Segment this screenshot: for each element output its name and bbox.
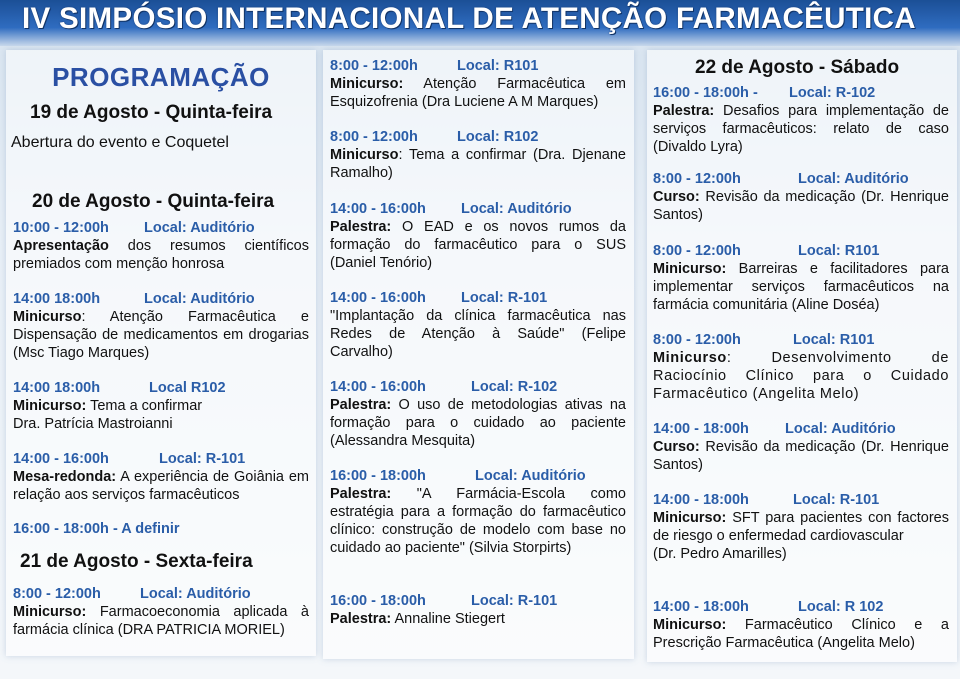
session-type: Minicurso <box>330 147 399 163</box>
session-type: Palestra: <box>330 486 392 502</box>
session-location: Local: Auditório <box>475 468 586 484</box>
session-location: Local: R101 <box>793 332 875 348</box>
session-block <box>330 289 626 361</box>
session-time: 14:00 18:00h <box>13 291 101 307</box>
session-time: 8:00 - 12:00h <box>653 332 741 348</box>
day-heading-19: 19 de Agosto - Quinta-feira <box>30 102 273 123</box>
session-location: Local: R-102 <box>789 85 876 101</box>
title-banner <box>0 0 960 46</box>
session-type: Minicurso <box>653 350 727 366</box>
session-block <box>330 592 626 628</box>
session-speaker: Dra. Patrícia Mastroianni <box>13 416 173 432</box>
session-description: dos resumos científicos premiados com menção honrosa <box>13 238 309 272</box>
session-location: Local R102 <box>149 380 226 396</box>
session-block <box>13 290 309 362</box>
session-description: O uso de metodologias ativas na formação para o cuidado ao paciente (Alessandra Mesquita) <box>330 397 626 449</box>
schedule-column-3 <box>647 50 957 662</box>
session-location: Local: Auditório <box>140 586 251 602</box>
session-description: Barreiras e facilitadores para implementar serviços farmacêuticos na farmácia comunitária (Aline Doséa) <box>653 261 949 313</box>
session-type: Minicurso: <box>330 76 404 92</box>
session-time: 14:00 18:00h <box>13 380 101 396</box>
session-block <box>13 585 309 639</box>
session-time: 8:00 - 12:00h <box>653 243 741 259</box>
session-block <box>653 491 949 563</box>
session-location: Local: Auditório <box>785 421 896 437</box>
programacao-heading: PROGRAMAÇÃO <box>52 62 270 92</box>
session-type: Apresentação <box>13 238 109 254</box>
session-block <box>330 200 626 272</box>
session-description: Revisão da medicação (Dr. Henrique Santos) <box>653 439 949 473</box>
session-time: 14:00 - 18:00h <box>653 421 749 437</box>
session-location: Local: Auditório <box>144 220 255 236</box>
event-title: IV SIMPÓSIO INTERNACIONAL DE ATENÇÃO FARMACÊUTICA <box>22 2 916 35</box>
session-location: Local: R-101 <box>793 492 880 508</box>
session-description: A experiência de Goiânia em relação aos serviços farmacêuticos <box>13 469 309 503</box>
session-time: 14:00 - 16:00h <box>330 379 426 395</box>
opening-text: Abertura do evento e Coquetel <box>11 134 229 151</box>
session-block <box>13 379 309 433</box>
session-time: 16:00 - 18:00h <box>330 593 426 609</box>
session-type: Palestra: <box>330 219 392 235</box>
session-block <box>330 128 626 182</box>
session-location: Local: R-102 <box>471 379 558 395</box>
session-description: O EAD e os novos rumos da formação do farmacêutico para o SUS (Daniel Tenório) <box>330 219 626 271</box>
session-block <box>653 242 949 314</box>
session-block <box>653 331 949 403</box>
session-time: 14:00 - 18:00h <box>653 599 749 615</box>
schedule-column-2 <box>323 50 634 659</box>
session-description: : Atenção Farmacêutica e Dispensação de medicamentos em drogarias (Msc Tiago Marques) <box>13 309 309 361</box>
session-time: 16:00 - 18:00h <box>330 468 426 484</box>
session-type: Minicurso: <box>653 617 727 633</box>
session-description: Farmacêutico Clínico e a Prescrição Farmacêutica (Angelita Melo) <box>653 617 949 651</box>
session-speaker: (Dr. Pedro Amarilles) <box>653 546 787 562</box>
session-tbd: 16:00 - 18:00h - A definir <box>13 521 180 537</box>
session-time: 8:00 - 12:00h <box>653 171 741 187</box>
session-type: Palestra: <box>653 103 715 119</box>
session-description: Desafios para implementação de serviços farmacêuticos: relato de caso (Divaldo Lyra) <box>653 103 949 155</box>
session-block <box>13 450 309 504</box>
session-type: Palestra: <box>330 611 392 627</box>
session-time: 8:00 - 12:00h <box>330 129 418 145</box>
day-heading-21: 21 de Agosto - Sexta-feira <box>20 551 253 572</box>
session-time: 10:00 - 12:00h <box>13 220 109 236</box>
session-type: Minicurso: <box>653 510 727 526</box>
session-time: 14:00 - 18:00h <box>653 492 749 508</box>
session-time: 8:00 - 12:00h <box>13 586 101 602</box>
session-block <box>653 420 949 474</box>
session-block <box>330 467 626 557</box>
session-type: Curso: <box>653 189 700 205</box>
session-time: 14:00 - 16:00h <box>13 451 109 467</box>
day-heading-20: 20 de Agosto - Quinta-feira <box>32 191 275 212</box>
session-block <box>330 378 626 450</box>
session-description: "A Farmácia-Escola como estratégia para a formação do farmacêutico clínico: construção de modelo com base no cuidado ao paciente" (Silvia Storpirts) <box>330 486 626 556</box>
session-description: Annaline Stiegert <box>391 611 505 627</box>
session-block <box>330 57 626 111</box>
session-location: Local: Auditório <box>798 171 909 187</box>
session-type: Palestra: <box>330 397 392 413</box>
session-type: Minicurso: <box>653 261 727 277</box>
session-type: Minicurso: <box>13 398 87 414</box>
session-location: Local: R101 <box>798 243 880 259</box>
session-type: Minicurso <box>13 309 82 325</box>
session-location: Local: R-101 <box>471 593 558 609</box>
session-block <box>653 170 949 224</box>
session-description: Tema a confirmar <box>86 398 203 414</box>
session-description: Farmacoeconomia aplicada à farmácia clínica (DRA PATRICIA MORIEL) <box>13 604 309 638</box>
session-description: : Tema a confirmar (Dra. Djenane Ramalho) <box>330 147 626 181</box>
session-time: 14:00 - 16:00h <box>330 201 426 217</box>
session-description: Revisão da medicação (Dr. Henrique Santos) <box>653 189 949 223</box>
session-description: Atenção Farmacêutica em Esquizofrenia (Dra Luciene A M Marques) <box>330 76 626 110</box>
session-location: Local: R 102 <box>798 599 884 615</box>
session-location: Local: R102 <box>457 129 539 145</box>
schedule-column-1 <box>6 50 316 656</box>
session-type: Mesa-redonda: <box>13 469 117 485</box>
session-location: Local: R-101 <box>159 451 246 467</box>
session-block <box>653 598 949 652</box>
session-time: 14:00 - 16:00h <box>330 290 426 306</box>
session-type: Minicurso: <box>13 604 87 620</box>
session-description: "Implantação da clínica farmacêutica nas Redes de Atenção à Saúde" (Felipe Carvalho) <box>330 308 626 360</box>
session-location: Local: R101 <box>457 58 539 74</box>
session-block <box>653 84 949 156</box>
session-location: Local: Auditório <box>144 291 255 307</box>
session-time: 16:00 - 18:00h - <box>653 85 758 101</box>
session-location: Local: Auditório <box>461 201 572 217</box>
session-location: Local: R-101 <box>461 290 548 306</box>
day-heading-22: 22 de Agosto - Sábado <box>695 57 900 78</box>
session-description: : Desenvolvimento de Raciocínio Clínico para o Cuidado Farmacêutico (Angelita Melo) <box>653 350 949 402</box>
session-description: SFT para pacientes con factores de riesgo o enfermedad cardiovascular <box>653 510 949 544</box>
session-block <box>13 219 309 273</box>
session-type: Curso: <box>653 439 700 455</box>
session-time: 8:00 - 12:00h <box>330 58 418 74</box>
